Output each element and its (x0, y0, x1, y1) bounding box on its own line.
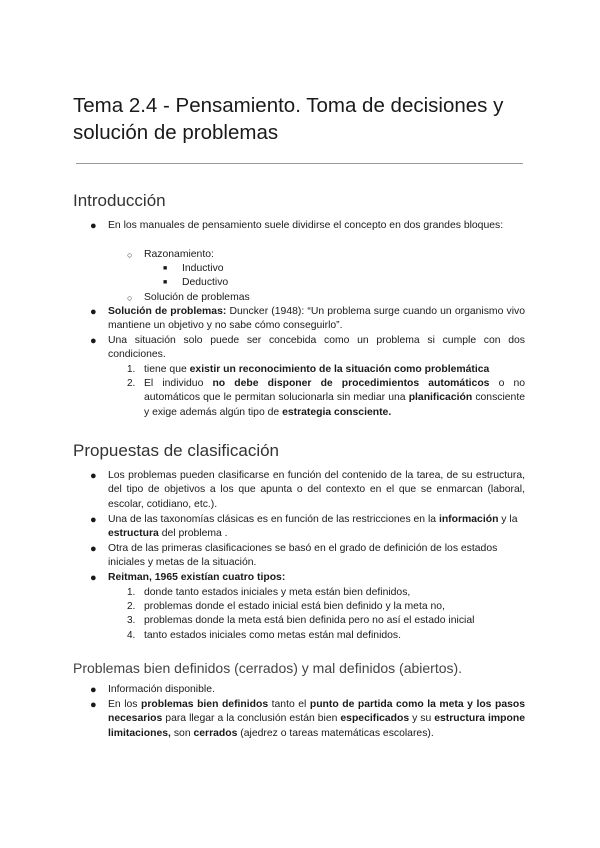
text: tiene que (144, 364, 190, 375)
text: El individuo (144, 378, 213, 389)
bold-text: cerrados (193, 727, 238, 739)
sub-bullet-marker: ○ (127, 293, 133, 303)
sub-bullet-marker: ○ (127, 250, 133, 260)
list-item: En los manuales de pensamiento suele dividirse el concepto en dos grandes bloques: (108, 220, 504, 231)
page-title: Tema 2.4 - Pensamiento. Toma de decisiones y solución de problemas (73, 94, 504, 144)
bullet-marker: ● (90, 684, 97, 696)
list-item: problemas donde el estado inicial está bien definido y la meta no, (144, 601, 445, 612)
list-item: Deductivo (182, 277, 229, 288)
text: Una de las taxonomías clásicas es en función de las restricciones en la (108, 514, 439, 525)
square-marker: ■ (163, 265, 168, 272)
bullet-marker: ● (90, 470, 97, 482)
number-marker: 1. (127, 364, 136, 375)
bold-text: no debe disponer de procedimientos automáticos (212, 378, 490, 389)
bullet-marker: ● (90, 514, 97, 526)
number-marker: 1. (127, 587, 136, 598)
number-marker: 4. (127, 630, 136, 641)
list-item: Otra de las primeras clasificaciones se basó en el grado de definición de los estados iniciales y metas de la situación. (108, 543, 498, 569)
bold-text: estructura impone limitaciones, (108, 713, 525, 739)
list-item: tanto estados iniciales como metas están mal definidos. (144, 630, 402, 641)
title-divider (76, 163, 523, 164)
list-item (108, 571, 525, 585)
section-heading-problemas: Problemas bien definidos (cerrados) y mal definidos (abiertos). (73, 660, 463, 676)
text: para llegar a la conclusión están bien (162, 713, 341, 725)
list-item (144, 363, 525, 377)
list-item (108, 698, 525, 741)
section-heading-propuestas: Propuestas de clasificación (73, 441, 280, 460)
list-item (108, 513, 528, 542)
square-marker: ■ (163, 279, 168, 286)
number-marker: 2. (127, 378, 136, 389)
text: consciente y exige además algún tipo de (144, 392, 526, 418)
text: (ajedrez o tareas matemáticas escolares). (237, 727, 434, 739)
bold-text: punto de partida como la meta y los pasos necesarios (108, 699, 526, 725)
bold-text: Reitman, 1965 existían cuatro tipos: (108, 572, 286, 583)
list-item: problemas donde la meta está bien definida pero no así el estado inicial (144, 615, 475, 626)
list-item (108, 305, 525, 334)
text: son (170, 727, 194, 739)
list-item: Solución de problemas (144, 292, 250, 303)
text: y la (498, 514, 518, 525)
text: o no automáticos que le permitan solucionarla sin mediar una (144, 378, 525, 404)
number-marker: 3. (127, 615, 136, 626)
bullet-marker: ● (90, 699, 97, 711)
bold-text: Solución de problemas: (108, 306, 227, 317)
bold-text: especificados (340, 713, 410, 725)
bold-text: problemas bien definidos (141, 699, 269, 710)
list-item: Una situación solo puede ser concebida como un problema si cumple con dos condiciones. (108, 335, 525, 361)
section-heading-introduccion: Introducción (73, 191, 166, 210)
bullet-marker: ● (90, 572, 97, 584)
number-marker: 2. (127, 601, 136, 612)
text: En los (108, 699, 142, 710)
bold-text: información (438, 514, 499, 525)
bullet-marker: ● (90, 543, 97, 555)
text: Duncker (1948): “Un problema surge cuando un organismo vivo mantiene un objetivo y no sabe cómo conseguirlo”. (108, 306, 525, 332)
list-item: Razonamiento: (144, 249, 214, 260)
bold-text: estructura (108, 528, 159, 540)
bullet-marker: ● (90, 335, 97, 347)
bold-text: existir un reconocimiento de la situación como problemática (189, 364, 490, 375)
text: tanto el (268, 699, 310, 710)
list-item: donde tanto estados iniciales y meta están bien definidos, (144, 587, 411, 598)
text: del problema . (158, 528, 228, 540)
bold-text: planificación (408, 392, 473, 404)
list-item: Información disponible. (108, 684, 215, 695)
bold-text: estrategia consciente. (282, 406, 392, 418)
list-item (144, 377, 525, 420)
list-item: Inductivo (182, 263, 224, 274)
bullet-marker: ● (90, 306, 97, 318)
list-item: Los problemas pueden clasificarse en función del contenido de la tarea, de su estructura, del tipo de objetivos a los que apunta o del contexto en el que se enmarcan (laboral, escolar, cotidiano, etc.). (108, 470, 525, 510)
text: y su (409, 713, 435, 725)
bullet-marker: ● (90, 220, 97, 232)
